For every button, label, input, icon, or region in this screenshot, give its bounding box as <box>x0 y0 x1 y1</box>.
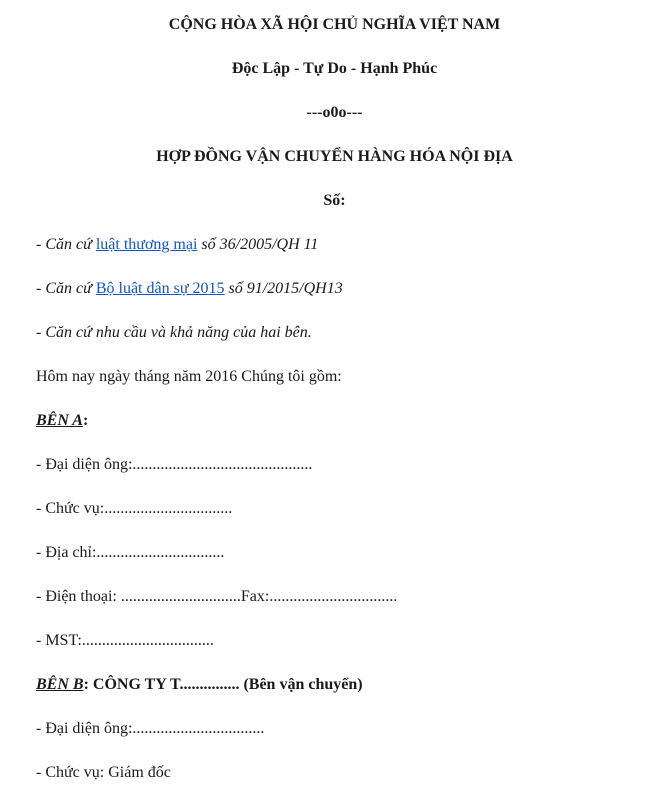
legal-basis-1-prefix: - Căn cứ <box>36 236 96 253</box>
commercial-law-link[interactable]: luật thương mại <box>95 236 198 253</box>
party-a-phone-fax: - Điện thoại: ..............................Fax:................................ <box>36 588 398 605</box>
legal-basis-commercial-law <box>36 235 633 255</box>
party-a-address: - Địa chỉ:................................ <box>36 544 225 561</box>
document-number: Số: <box>323 192 346 209</box>
legal-basis-civil-code <box>36 279 633 299</box>
date-line: Hôm nay ngày tháng năm 2016 Chúng tôi gồm: <box>36 368 342 385</box>
party-b-label: BÊN B <box>36 676 84 693</box>
party-a-colon: : <box>82 412 89 429</box>
party-b-title-rest: : CÔNG TY T............... (Bên vận chuyển) <box>83 676 363 693</box>
party-a-label: BÊN A <box>36 412 83 429</box>
document-title: HỢP ĐỒNG VẬN CHUYỂN HÀNG HÓA NỘI ĐỊA <box>156 148 513 165</box>
party-a-position: - Chức vụ:................................ <box>36 500 233 517</box>
party-b-heading <box>36 675 633 695</box>
legal-basis-2-prefix: - Căn cứ <box>36 280 96 297</box>
legal-basis-2-suffix: số 91/2015/QH13 <box>224 280 343 297</box>
legal-basis-needs: - Căn cứ nhu cầu và khả năng của hai bên. <box>36 324 312 341</box>
party-b-position: - Chức vụ: Giám đốc <box>36 764 171 781</box>
party-a-heading <box>36 411 633 431</box>
party-a-tax-code: - MST:................................. <box>36 632 214 649</box>
header-separator: ---o0o--- <box>306 104 363 121</box>
civil-code-link[interactable]: Bộ luật dân sự 2015 <box>95 280 225 297</box>
national-motto: Độc Lập - Tự Do - Hạnh Phúc <box>231 60 438 77</box>
party-a-representative: - Đại diện ông:............................................. <box>36 456 313 473</box>
national-title: CỘNG HÒA XÃ HỘI CHỦ NGHĨA VIỆT NAM <box>168 16 501 33</box>
party-b-representative: - Đại diện ông:................................. <box>36 720 265 737</box>
legal-basis-1-suffix: số 36/2005/QH 11 <box>197 236 319 253</box>
